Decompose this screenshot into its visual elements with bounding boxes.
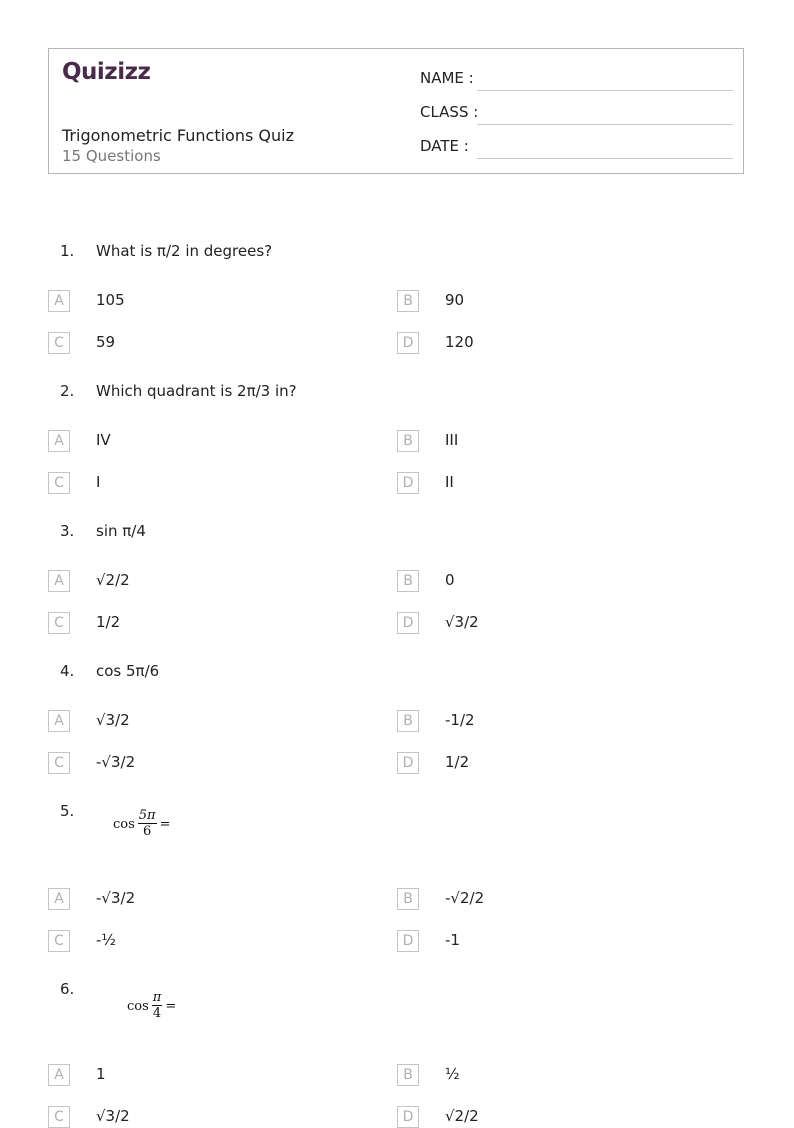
math-equals: =	[159, 816, 171, 832]
fraction-numerator: π	[152, 990, 162, 1005]
option-b-text: III	[445, 431, 459, 449]
date-line[interactable]	[477, 157, 733, 159]
class-line[interactable]	[477, 123, 733, 125]
question-number: 1.	[60, 242, 75, 260]
option-c-text: -½	[96, 931, 116, 949]
option-a-box[interactable]: A	[48, 570, 70, 592]
option-b-text: ½	[445, 1065, 460, 1083]
math-fraction	[138, 808, 157, 840]
option-d-box[interactable]: D	[397, 752, 419, 774]
option-a-text: √2/2	[96, 571, 130, 589]
option-b-text: 90	[445, 291, 465, 309]
option-c-box[interactable]: C	[48, 612, 70, 634]
option-c-box[interactable]: C	[48, 472, 70, 494]
worksheet-header	[48, 48, 744, 174]
option-a-text: IV	[96, 431, 111, 449]
option-c-text: 59	[96, 333, 116, 351]
math-equals: =	[165, 998, 177, 1014]
question-number: 5.	[60, 802, 75, 820]
math-function: cos	[113, 816, 135, 832]
fraction-denominator: 4	[152, 1006, 162, 1021]
option-d-text: √3/2	[445, 613, 479, 631]
option-a-box[interactable]: A	[48, 1064, 70, 1086]
question-text: cos 5π/6	[96, 662, 160, 680]
name-line[interactable]	[477, 89, 733, 91]
option-c-text: 1/2	[96, 613, 121, 631]
option-a-box[interactable]: A	[48, 710, 70, 732]
option-d-text: II	[445, 473, 454, 491]
option-d-text: √2/2	[445, 1107, 479, 1125]
question-number: 4.	[60, 662, 75, 680]
option-b-box[interactable]: B	[397, 290, 419, 312]
option-c-box[interactable]: C	[48, 930, 70, 952]
option-d-text: 1/2	[445, 753, 470, 771]
option-a-text: √3/2	[96, 711, 130, 729]
question-text: What is π/2 in degrees?	[96, 242, 273, 260]
math-function: cos	[127, 998, 149, 1014]
option-a-text: 105	[96, 291, 125, 309]
option-a-box[interactable]: A	[48, 290, 70, 312]
question-text: sin π/4	[96, 522, 146, 540]
option-d-box[interactable]: D	[397, 472, 419, 494]
date-label: DATE :	[420, 137, 469, 155]
option-b-text: -1/2	[445, 711, 475, 729]
option-d-box[interactable]: D	[397, 930, 419, 952]
quizizz-logo: Quizizz	[62, 59, 151, 85]
fraction-denominator: 6	[143, 824, 152, 839]
question-math	[127, 990, 176, 1022]
question-number: 2.	[60, 382, 75, 400]
option-b-box[interactable]: B	[397, 430, 419, 452]
question-text: Which quadrant is 2π/3 in?	[96, 382, 297, 400]
option-b-text: 0	[445, 571, 455, 589]
option-b-text: -√2/2	[445, 889, 485, 907]
option-b-box[interactable]: B	[397, 710, 419, 732]
option-c-box[interactable]: C	[48, 752, 70, 774]
name-label: NAME :	[420, 69, 474, 87]
math-fraction	[152, 990, 163, 1022]
option-b-box[interactable]: B	[397, 1064, 419, 1086]
option-a-text: 1	[96, 1065, 106, 1083]
question-number: 3.	[60, 522, 75, 540]
option-d-text: -1	[445, 931, 460, 949]
option-d-box[interactable]: D	[397, 1106, 419, 1128]
option-a-text: -√3/2	[96, 889, 136, 907]
question-count: 15 Questions	[62, 147, 161, 165]
option-c-text: √3/2	[96, 1107, 130, 1125]
option-d-box[interactable]: D	[397, 332, 419, 354]
option-b-box[interactable]: B	[397, 570, 419, 592]
option-a-box[interactable]: A	[48, 888, 70, 910]
option-a-box[interactable]: A	[48, 430, 70, 452]
option-c-text: I	[96, 473, 101, 491]
question-math	[113, 808, 171, 840]
option-d-text: 120	[445, 333, 474, 351]
option-c-text: -√3/2	[96, 753, 136, 771]
quiz-title: Trigonometric Functions Quiz	[62, 126, 294, 145]
option-b-box[interactable]: B	[397, 888, 419, 910]
question-number: 6.	[60, 980, 75, 998]
fraction-numerator: 5π	[138, 808, 156, 823]
option-c-box[interactable]: C	[48, 1106, 70, 1128]
option-d-box[interactable]: D	[397, 612, 419, 634]
class-label: CLASS :	[420, 103, 479, 121]
option-c-box[interactable]: C	[48, 332, 70, 354]
